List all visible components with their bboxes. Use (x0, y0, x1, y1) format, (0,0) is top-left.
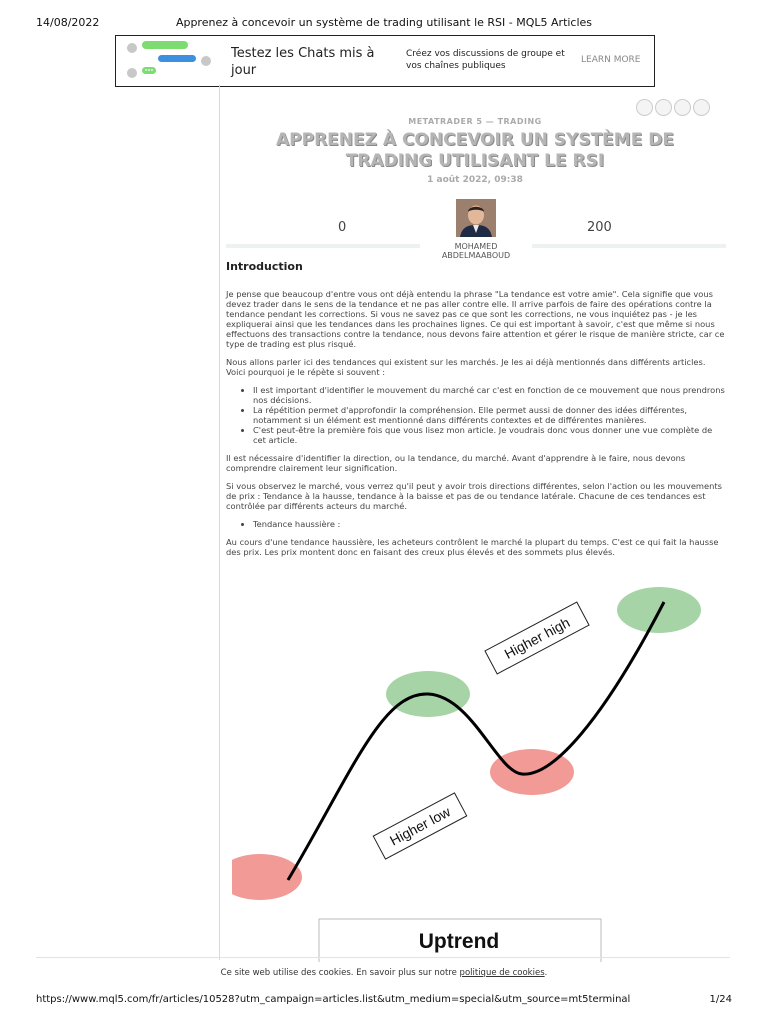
cookie-policy-link[interactable]: politique de cookies (459, 968, 545, 978)
higher-high-label (485, 602, 589, 674)
price-path (288, 602, 664, 880)
article-body (226, 262, 726, 565)
author-name[interactable]: MOHAMED ABDELMAABOUD (420, 242, 532, 260)
higher-high-text: Higher high (501, 614, 573, 662)
comment-count: 0 (338, 220, 347, 235)
uptrend-caption: Uptrend (418, 930, 500, 953)
ad-banner[interactable] (115, 35, 655, 87)
paragraph: Si vous observez le marché, vous verrez qu'il peut y avoir trois directions différentes, selon l'action ou les mouvements de prix : Tendance à la hausse, tendance à la baisse et pas de ou tendance latérale. Chacune de ces tendances est contrôlée par différents acteurs du marché. (226, 481, 722, 511)
column-divider (219, 85, 220, 960)
chat-illustration-icon (116, 36, 223, 86)
view-count: 200 (587, 220, 612, 235)
share-icon[interactable] (655, 99, 672, 116)
print-date: 14/08/2022 (36, 16, 100, 29)
list-item: • Il est important d'identifier le mouvement du marché car c'est en fonction de ce mouvement que nous prendrons nos décisions. (253, 385, 726, 405)
bullet-list (226, 385, 726, 445)
paragraph: Au cours d'une tendance haussière, les acheteurs contrôlent le marché la plupart du temps. C'est ce qui fait la hausse des prix. Les prix montent donc en faisant des creux plus élevés et des sommets plus élevés. (226, 537, 719, 557)
paragraph: Nous allons parler ici des tendances qui existent sur les marchés. Je les ai déjà mentionnés dans différents articles. Voici pourquoi je le répète si souvent : (226, 357, 706, 377)
learn-more-button[interactable]: LEARN MORE (581, 55, 641, 65)
cookie-notice (0, 968, 768, 978)
higher-low-text: Higher low (387, 803, 453, 849)
bullet-list (226, 519, 726, 529)
share-icon[interactable] (674, 99, 691, 116)
ad-description: Créez vos discussions de groupe et vos chaînes publiques (406, 49, 565, 71)
list-item: • C'est peut-être la première fois que vous lisez mon article. Je voudrais donc vous donner une vue complète de cet article. (253, 425, 726, 445)
paragraph: Il est nécessaire d'identifier la direction, ou la tendance, du marché. Avant d'apprendre à le faire, nous devons comprendre clairement leur signification. (226, 453, 686, 473)
section-heading: Introduction (226, 260, 303, 273)
list-item: • Tendance haussière : (253, 519, 726, 529)
cookie-end: . (544, 968, 548, 978)
cookie-text: Ce site web utilise des cookies. En savoir plus sur notre (220, 968, 460, 978)
share-icon[interactable] (693, 99, 710, 116)
print-url: https://www.mql5.com/fr/articles/10528?utm_campaign=articles.list&utm_medium=special&utm_source=mt5terminal (36, 994, 631, 1005)
author-avatar[interactable] (456, 199, 496, 237)
share-buttons (636, 97, 712, 116)
ad-title[interactable]: Testez les Chats mis à jour (231, 46, 375, 78)
print-page-title: Apprenez à concevoir un système de trading utilisant le RSI - MQL5 Articles (175, 16, 593, 29)
higher-low-label (373, 793, 466, 859)
uptrend-diagram (232, 572, 732, 962)
cookie-divider (36, 957, 730, 958)
article-title: APPRENEZ À CONCEVOIR UN SYSTÈME DE TRADING UTILISANT LE RSI (276, 130, 674, 171)
article-category[interactable]: METATRADER 5 — TRADING (408, 117, 542, 126)
article-date: 1 août 2022, 09:38 (427, 175, 523, 185)
print-page-number: 1/24 (709, 994, 732, 1005)
paragraph: Je pense que beaucoup d'entre vous ont déjà entendu la phrase "La tendance est votre amie". Cela signifie que vous devez trader dans le sens de la tendance et ne pas aller contre elle. Il arrive parfois de faire des opérations contre la tendance pendant les corrections. Si vous ne savez pas ce que sont les corrections, ne vous inquiétez pas - je les expliquerai ainsi que les tendances dans les prochaines lignes. Ce qui est important à savoir, c'est que même si nous effectuons des transactions contre la tendance, nous devons faire attention et gérer le risque de manière stricte, car ce type de trading est plus risqué. (226, 289, 725, 349)
share-icon[interactable] (636, 99, 653, 116)
list-item: • La répétition permet d'approfondir la compréhension. Elle permet aussi de donner des idées différentes, notamment si un élément est mentionné dans différents contextes et de différentes manières. (253, 405, 726, 425)
